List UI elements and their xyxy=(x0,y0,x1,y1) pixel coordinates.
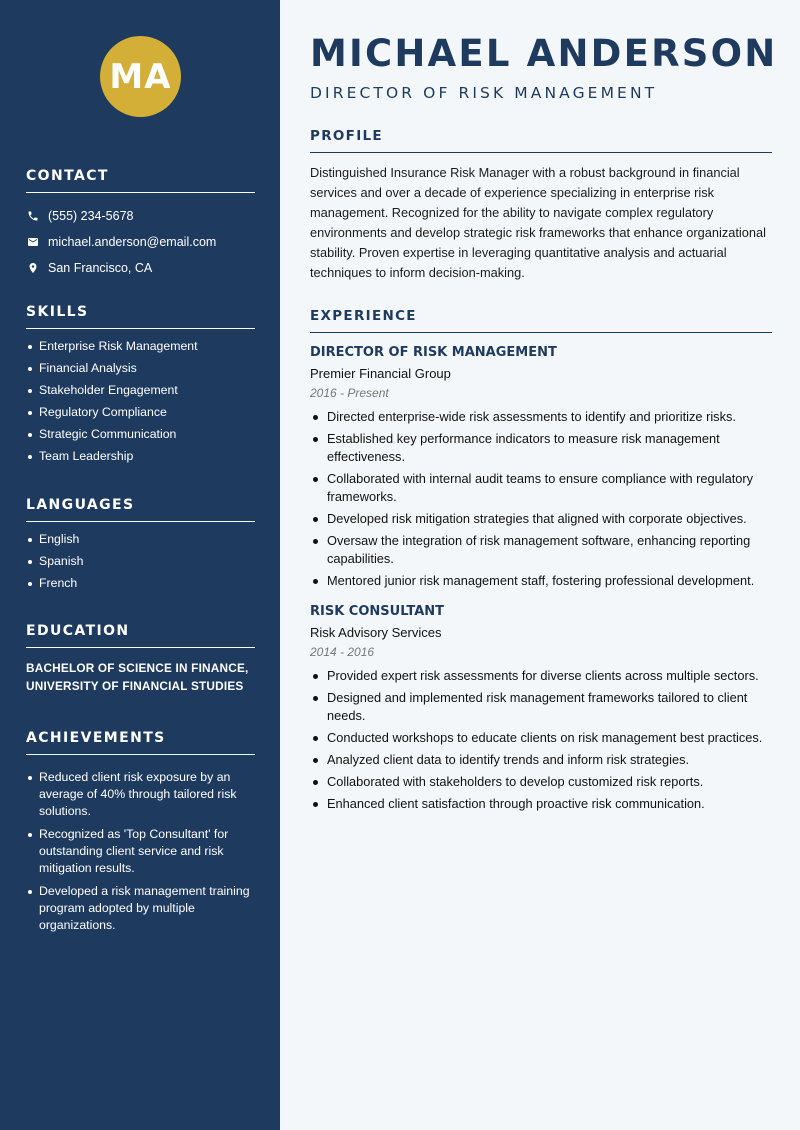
phone-icon xyxy=(26,210,39,223)
job-dates: 2016 - Present xyxy=(310,386,389,400)
skill-item: Financial Analysis xyxy=(26,360,255,377)
job-bullet: Oversaw the integration of risk management software, enhancing reporting capabilities. xyxy=(310,532,772,568)
achievement-item: Developed a risk management training program adopted by multiple organizations. xyxy=(26,883,255,934)
job-bullet: Analyzed client data to identify trends and inform risk strategies. xyxy=(310,751,772,769)
education-section xyxy=(26,623,255,695)
skill-item: Enterprise Risk Management xyxy=(26,338,255,355)
job-bullet: Collaborated with internal audit teams to ensure compliance with regulatory frameworks. xyxy=(310,470,772,506)
language-item: Spanish xyxy=(26,553,255,570)
job-bullet: Provided expert risk assessments for diverse clients across multiple sectors. xyxy=(310,667,772,685)
language-item: French xyxy=(26,575,255,592)
email-icon xyxy=(26,236,39,249)
job-bullets xyxy=(310,667,772,813)
candidate-title: DIRECTOR OF RISK MANAGEMENT xyxy=(310,84,658,102)
experience-heading: EXPERIENCE xyxy=(310,308,772,333)
job-bullet: Mentored junior risk management staff, fostering professional development. xyxy=(310,572,772,590)
achievement-item: Recognized as 'Top Consultant' for outstanding client service and risk mitigation results. xyxy=(26,826,255,877)
education-heading: EDUCATION xyxy=(26,623,255,648)
profile-heading: PROFILE xyxy=(310,128,772,153)
contact-section xyxy=(26,168,255,281)
job-entry xyxy=(310,604,772,813)
job-bullet: Designed and implemented risk management frameworks tailored to client needs. xyxy=(310,689,772,725)
contact-location xyxy=(26,255,255,281)
email-text: michael.anderson@email.com xyxy=(48,235,217,249)
skill-item: Stakeholder Engagement xyxy=(26,382,255,399)
languages-heading: LANGUAGES xyxy=(26,497,255,522)
job-bullet: Established key performance indicators to measure risk management effectiveness. xyxy=(310,430,772,466)
avatar: MA xyxy=(100,36,181,117)
languages-section xyxy=(26,497,255,597)
job-bullets xyxy=(310,408,772,590)
job-company: Premier Financial Group xyxy=(310,366,451,381)
job-bullet: Developed risk mitigation strategies that aligned with corporate objectives. xyxy=(310,510,772,528)
contact-phone[interactable] xyxy=(26,203,255,229)
job-bullet: Conducted workshops to educate clients on risk management best practices. xyxy=(310,729,772,747)
job-bullet: Directed enterprise-wide risk assessments to identify and prioritize risks. xyxy=(310,408,772,426)
job-title: RISK CONSULTANT xyxy=(310,604,444,619)
skill-item: Strategic Communication xyxy=(26,426,255,443)
job-dates: 2014 - 2016 xyxy=(310,645,375,659)
sidebar xyxy=(0,0,280,1130)
location-text: San Francisco, CA xyxy=(48,261,153,275)
skill-item: Regulatory Compliance xyxy=(26,404,255,421)
candidate-name: MICHAEL ANDERSON xyxy=(310,32,778,75)
achievements-heading: ACHIEVEMENTS xyxy=(26,730,255,755)
skills-heading: SKILLS xyxy=(26,304,255,329)
skills-section xyxy=(26,304,255,470)
location-pin-icon xyxy=(26,262,39,275)
profile-section xyxy=(310,128,772,283)
job-bullet: Enhanced client satisfaction through proactive risk communication. xyxy=(310,795,772,813)
achievements-list xyxy=(26,769,255,934)
contact-heading: CONTACT xyxy=(26,168,255,193)
contact-email[interactable] xyxy=(26,229,255,255)
job-company: Risk Advisory Services xyxy=(310,625,442,640)
job-title: DIRECTOR OF RISK MANAGEMENT xyxy=(310,345,557,360)
profile-text: Distinguished Insurance Risk Manager with a robust background in financial services and over a decade of experience specializing in enterprise risk management. Recognized for the ability to navigate complex regulatory environments and develop strategic risk frameworks that enhance organizational stability. Proven expertise in leveraging quantitative analysis and actuarial techniques to inform decision-making. xyxy=(310,165,766,280)
experience-section xyxy=(310,308,772,817)
skill-item: Team Leadership xyxy=(26,448,255,465)
skills-list xyxy=(26,338,255,465)
job-bullet: Collaborated with stakeholders to develop customized risk reports. xyxy=(310,773,772,791)
job-entry xyxy=(310,345,772,590)
phone-text: (555) 234-5678 xyxy=(48,209,134,223)
language-item: English xyxy=(26,531,255,548)
achievements-section xyxy=(26,730,255,940)
education-degree: BACHELOR OF SCIENCE IN FINANCE, UNIVERSITY OF FINANCIAL STUDIES xyxy=(26,661,249,693)
achievement-item: Reduced client risk exposure by an average of 40% through tailored risk solutions. xyxy=(26,769,255,820)
languages-list xyxy=(26,531,255,592)
